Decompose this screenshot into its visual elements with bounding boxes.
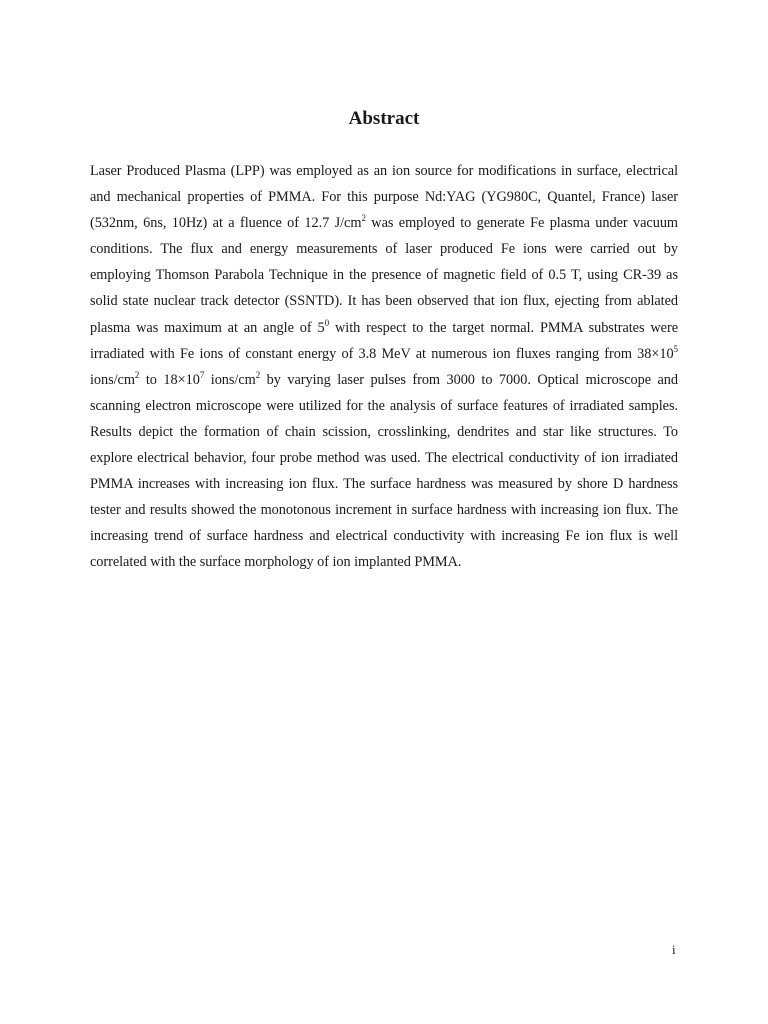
superscript: 7 xyxy=(199,369,205,380)
page-title: Abstract xyxy=(348,108,420,129)
abstract-text-segment: by varying laser pulses from 3000 to 7000. Optical microscope and scanning electron microscope were utilized for the analysis of surface features of irradiated samples. Results depict the formation of chain scission, crosslinking, dendrites and star like structures. To explore electrical behavior, four probe method was used. The electrical conductivity of ion irradiated PMMA increases with increasing ion flux. The surface hardness was measured by shore D hardness tester and results showed the monotonous increment in surface hardness with increasing ion flux. The increasing trend of surface hardness and electrical conductivity with increasing Fe ion flux is well correlated with the surface morphology of ion implanted PMMA. xyxy=(90,371,679,571)
abstract-text-segment: was employed to generate Fe plasma under vacuum conditions. The flux and energy measurements of laser produced Fe ions were carried out by employing Thomson Parabola Technique in the presence of magnetic field of 0.5 T, using CR-39 as solid state nuclear track detector (SSNTD). It has been observed that ion flux, ejecting from ablated plasma was maximum at an angle of 5 xyxy=(90,215,678,336)
abstract-paragraph xyxy=(90,158,678,576)
abstract-text-segment: with respect to the target normal. PMMA substrates were irradiated with Fe ions of constant energy of 3.8 MeV at numerous ion fluxes ranging from 38×10 xyxy=(90,319,678,362)
superscript: 0 xyxy=(324,317,330,328)
superscript: 5 xyxy=(673,343,678,354)
superscript: 2 xyxy=(255,369,261,380)
abstract-text-segment: Laser Produced Plasma (LPP) was employed as an ion source for modifications in surface, electrical and mechanical properties of PMMA. For this purpose Nd:YAG (YG980C, Quantel, France) laser (532nm, 6ns, 10Hz) at a fluence of 12.7 J/cm xyxy=(90,163,678,232)
superscript: 2 xyxy=(361,213,366,224)
abstract-text-segment: to 18×10 xyxy=(139,371,200,388)
superscript: 2 xyxy=(134,369,140,380)
page-number: i xyxy=(672,942,676,957)
abstract-text-segment: ions/cm xyxy=(90,371,135,388)
abstract-text-segment: ions/cm xyxy=(204,371,256,388)
